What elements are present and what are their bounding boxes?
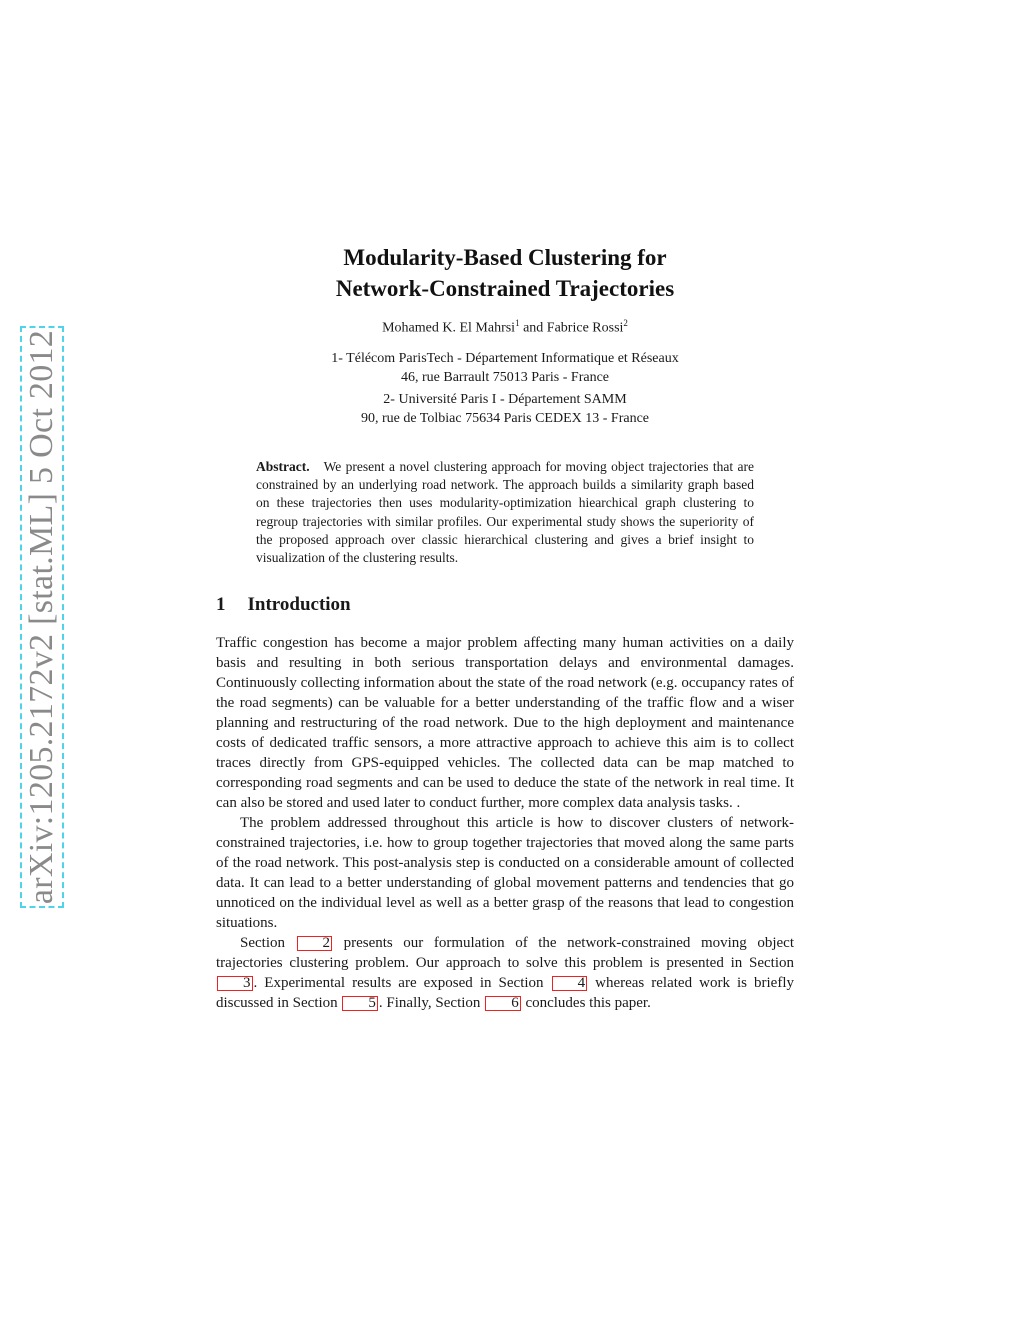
affiliation-1 (216, 349, 794, 387)
para3-text-d: whereas related work is briefly discussed in Section (216, 975, 794, 1012)
para3-text-e: . Finally, Section (378, 995, 485, 1012)
paper-title (216, 242, 794, 304)
abstract-label-text: Abstract (256, 458, 307, 474)
arxiv-id[interactable]: arXiv:1205.2172v2 [stat.ML] 5 Oct 2012 (23, 329, 60, 905)
para3-text-f: concludes this paper. (521, 995, 651, 1012)
affiliation-2-name: 2- Université Paris I - Département SAMM (383, 391, 627, 407)
paper-page (216, 242, 794, 1013)
author-separator: and (519, 320, 547, 336)
author-2: Fabrice Rossi (546, 320, 624, 336)
author-list (216, 318, 794, 337)
affiliation-1-address: 46, rue Barrault 75013 Paris - France (401, 369, 609, 385)
author-2-affil-mark: 2 (623, 318, 628, 328)
title-line-1: Modularity-Based Clustering for (343, 245, 667, 270)
title-line-2: Network-Constrained Trajectories (335, 276, 675, 301)
affiliation-1-name: 1- Télécom ParisTech - Département Informatique et Réseaux (331, 350, 679, 366)
section-ref-6-link[interactable]: 6 (485, 996, 521, 1011)
section-ref-2-link[interactable]: 2 (297, 936, 333, 951)
section-ref-5-link[interactable]: 5 (342, 996, 378, 1011)
para3-text-a: Section (240, 935, 296, 952)
para3-text-b: presents our formulation of the network-constrained moving object trajectories clustering problem. Our approach to solve this problem is presented in Section (216, 935, 794, 972)
para3-text-c: . Experimental results are exposed in Section (253, 975, 551, 992)
author-1-affil-mark: 1 (515, 318, 520, 328)
arxiv-stamp (20, 326, 64, 908)
affiliation-2-address: 90, rue de Tolbiac 75634 Paris CEDEX 13 - France (360, 410, 650, 426)
abstract-text: We present a novel clustering approach for moving object trajectories that are constrained by an underlying road network. The approach builds a similarity graph based on these trajectories then uses modularity-optimization hiearchical graph clustering to regroup trajectories with similar profiles. Our experimental study shows the superiority of the proposed approach over classic hierarchical clustering and gives a brief insight to visualization of the clustering results. (256, 458, 754, 566)
section-heading-introduction (216, 594, 794, 616)
author-1: Mohamed K. El Mahrsi (382, 320, 516, 336)
intro-paragraph-1: Traffic congestion has become a major problem affecting many human activities on a daily basis and resulting in both serious transportation delays and environmental damages. Continuously collecting information about the state of the road network (e.g. occupancy rates of the road segments) can be valuable for a better understanding of the traffic flow and a wiser planning and restructuring of the road network. Due to the high deployment and maintenance costs of dedicated traffic sensors, a more attractive approach to achieve this aim is to collect traces directly from GPS-equipped vehicles. The collected data can be map matched to corresponding road segments and can be used to deduce the state of the network in real time. It can also be stored and used later to conduct further, more complex data analysis tasks. . (216, 635, 794, 812)
section-ref-3-link[interactable]: 3 (217, 976, 253, 991)
section-number: 1 (216, 594, 226, 616)
abstract-label: Abstract. (256, 458, 310, 474)
intro-paragraph-2: The problem addressed throughout this article is how to discover clusters of network-constrained trajectories, i.e. how to group together trajectories that moved along the same parts of the road network. This post-analysis step is conducted on a considerable amount of collected data. It can lead to a better understanding of global movement patterns and tendencies that go unnoticed on the individual level as well as a better grasp of the reasons that lead to congestion situations. (216, 815, 794, 932)
affiliation-2 (216, 390, 794, 428)
section-title: Introduction (247, 594, 351, 616)
intro-paragraph-3 (216, 933, 794, 1013)
abstract (256, 458, 754, 568)
section-ref-4-link[interactable]: 4 (552, 976, 588, 991)
